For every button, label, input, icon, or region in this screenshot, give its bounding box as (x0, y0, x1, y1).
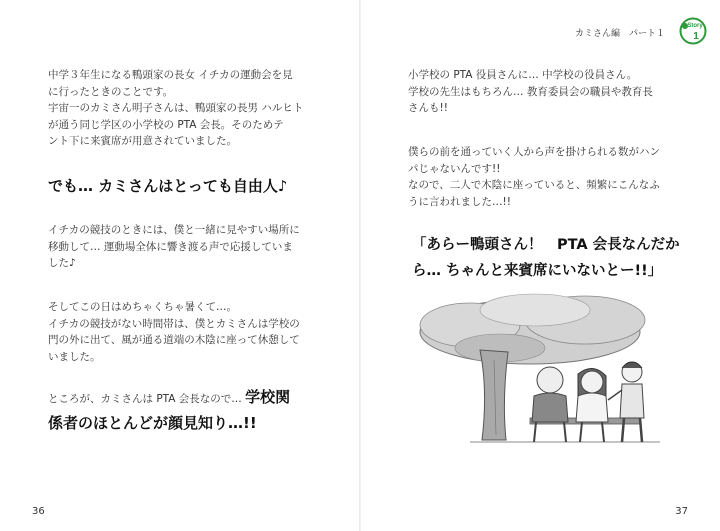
running-header: カミさん編 パート１ (575, 29, 666, 39)
text-line: 移動して… 運動場全体に響き渡る声で応援していま (48, 240, 293, 253)
story-badge-icon (678, 16, 708, 46)
left-paragraph-1 (48, 67, 303, 150)
quote-line: 「あらー鴨頭さん！ PTA 会長なんだか (412, 237, 680, 253)
text-line: うに言われました…!! (408, 195, 511, 208)
right-page (360, 0, 720, 531)
quote-line: ら… ちゃんと来賓席にいないとー!!」 (412, 263, 663, 279)
text-line: さんも!! (408, 102, 448, 114)
text-line: 中学３年生になる鴨頭家の長女 イチカの運動会を見 (48, 69, 293, 81)
standing-figure (608, 362, 644, 442)
tree-foliage (420, 294, 645, 364)
text-line: が通う同じ学区の小学校の PTA 会長。そのためテ (48, 118, 284, 131)
page-number-right: 37 (675, 506, 688, 517)
text-line: 学校の先生はもちろん… 教育委員会の職員や教育長 (408, 85, 653, 98)
left-paragraph-4 (48, 385, 290, 435)
left-bold-line-1: でも… カミさんはとっても自由人♪ (48, 177, 288, 195)
right-paragraph-2 (408, 144, 660, 210)
text-line: した♪ (48, 257, 76, 269)
text-line: 僕らの前を通っていく人から声を掛けられる数がハン (408, 146, 660, 158)
text-line: イチカの競技のときには、僕と一緒に見やすい場所に (48, 224, 300, 236)
text-line: 宇宙一のカミさん明子さんは、鴨頭家の長男 ハルヒト (48, 102, 304, 114)
text-line: いました。 (48, 350, 101, 363)
badge-word: Story (687, 23, 703, 29)
paragraph4-prefix: ところが、カミさんは PTA 会長なので… (48, 393, 246, 405)
text-line: 門の外に出て、風が通る道端の木陰に座って休憩して (48, 334, 300, 346)
page-number-left: 36 (32, 506, 45, 517)
badge-number: 1 (693, 31, 699, 42)
woman-figure (576, 368, 608, 442)
paragraph4-bold-b: 係者のほとんどが顔見知り…!! (48, 414, 257, 432)
text-line: パじゃないんです!! (408, 162, 501, 175)
left-paragraph-3 (48, 299, 300, 365)
text-line: なので、二人で木陰に座っていると、頻繁にこんなふ (408, 179, 660, 191)
quote-block (412, 232, 680, 284)
man-figure (532, 367, 568, 442)
tree-people-illustration (410, 290, 660, 462)
left-paragraph-2 (48, 222, 300, 272)
text-line: 小学校の PTA 役員さんに… 中学校の役員さん。 (408, 69, 638, 81)
text-line: そしてこの日はめちゃくちゃ暑くて…。 (48, 301, 237, 313)
text-line: イチカの競技がない時間帯は、僕とカミさんは学校の (48, 317, 300, 330)
right-paragraph-1 (408, 67, 653, 117)
text-line: に行ったときのことです。 (48, 85, 174, 98)
text-line (48, 385, 290, 411)
paragraph4-bold-a: 学校関 (245, 388, 291, 406)
text-line: ント下に来賓席が用意されていました。 (48, 135, 237, 147)
